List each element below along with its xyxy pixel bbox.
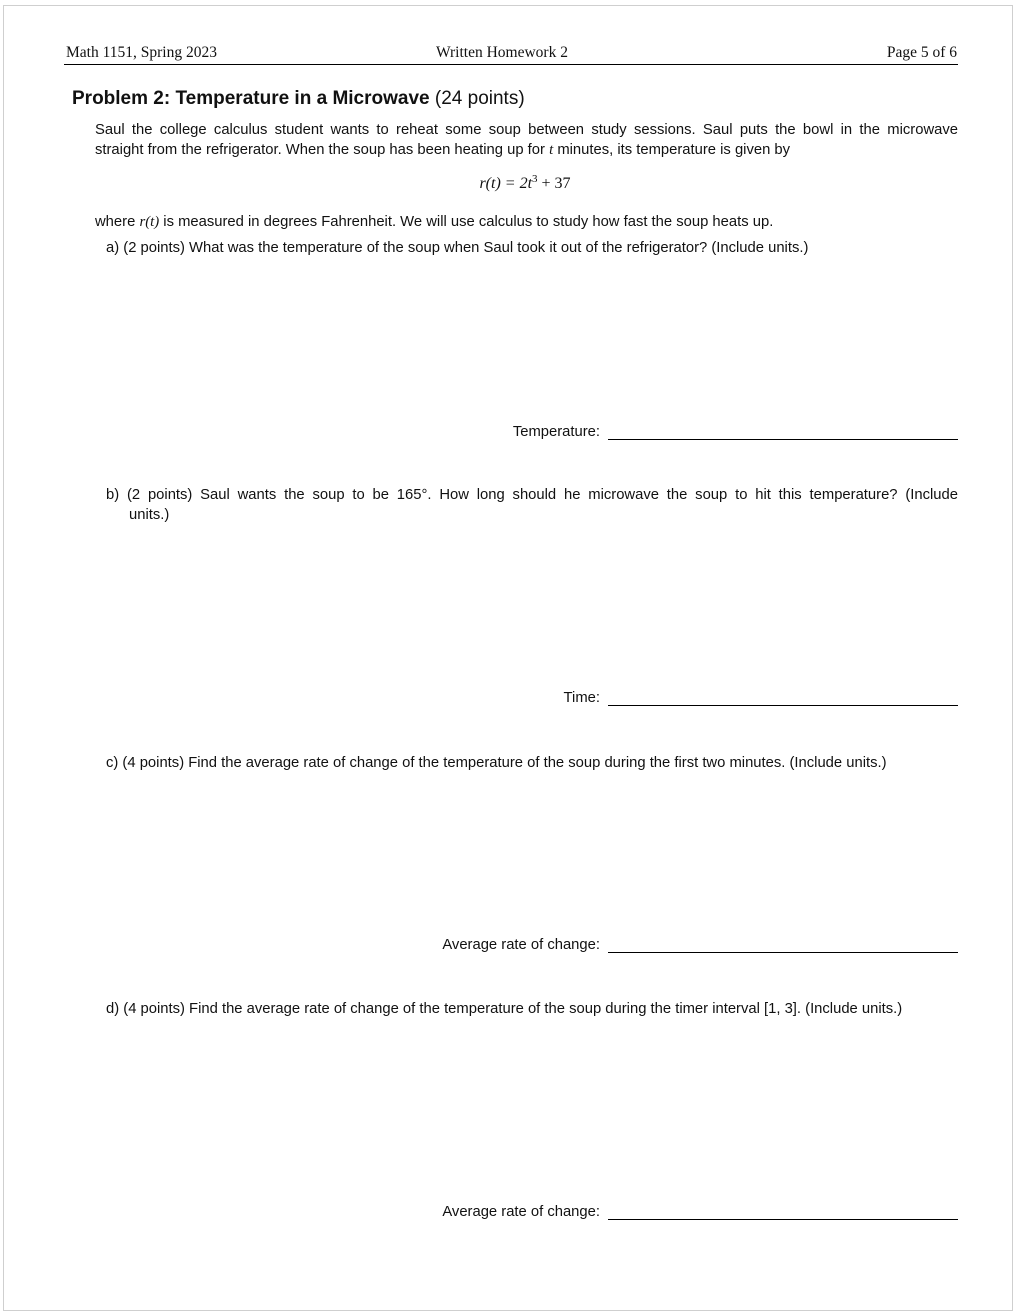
- part-d-question: d) (4 points) Find the average rate of change of the temperature of the soup during the timer interval [1, 3]. (Include units.): [106, 1001, 903, 1017]
- intro-line-1: Saul the college calculus student wants to reheat some soup between study sessions. Saul puts the bowl in the microwave: [95, 122, 958, 138]
- problem-title-text: Problem 2: Temperature in a Microwave: [72, 88, 430, 109]
- problem-title: [72, 88, 525, 110]
- part-a-question: a) (2 points) What was the temperature of the soup when Saul took it out of the refrigerator? (Include units.): [106, 240, 809, 256]
- equation-lhs: r(t) = 2t: [479, 175, 533, 192]
- intro-line-2-before: straight from the refrigerator. When the soup has been heating up for: [95, 142, 545, 158]
- equation-rhs: + 37: [537, 175, 571, 192]
- page: [3, 5, 1013, 1311]
- part-a-answer: [513, 424, 958, 440]
- part-c-answer-line[interactable]: [608, 938, 958, 953]
- temperature-equation: [0, 175, 1018, 193]
- part-b-question-line-2: units.): [129, 507, 170, 523]
- problem-points: (24 points): [434, 88, 525, 109]
- part-d-answer: [442, 1204, 958, 1220]
- intro-variable-t: t: [549, 142, 554, 158]
- part-c-answer-label: Average rate of change:: [442, 937, 600, 953]
- part-b-question-line-1: b) (2 points) Saul wants the soup to be 165°. How long should he microwave the soup to hit this temperature? (Include: [106, 487, 958, 503]
- equation-exponent: 3: [532, 173, 538, 185]
- part-b-answer-line[interactable]: [608, 691, 958, 706]
- part-a-answer-line[interactable]: [608, 425, 958, 440]
- where-before: where: [95, 214, 136, 230]
- where-variable: r(t): [139, 214, 160, 230]
- part-a-answer-label: Temperature:: [512, 424, 600, 440]
- part-d-answer-label: Average rate of change:: [442, 1204, 600, 1220]
- course-label: Math 1151, Spring 2023: [66, 44, 217, 61]
- part-c-answer: [442, 937, 958, 953]
- where-line: [95, 212, 773, 232]
- page-number: Page 5 of 6: [886, 44, 957, 61]
- where-after: is measured in degrees Fahrenheit. We will use calculus to study how fast the soup heats up.: [163, 214, 774, 230]
- part-c-question: c) (4 points) Find the average rate of change of the temperature of the soup during the first two minutes. (Include units.): [106, 755, 887, 771]
- intro-line-2-after: minutes, its temperature is given by: [557, 142, 791, 158]
- page-header: [64, 42, 958, 65]
- part-b-answer: [564, 690, 958, 706]
- intro-line-2: [95, 140, 790, 160]
- part-b-answer-label: Time:: [563, 690, 600, 706]
- part-d-answer-line[interactable]: [608, 1205, 958, 1220]
- assignment-title: Written Homework 2: [436, 44, 568, 61]
